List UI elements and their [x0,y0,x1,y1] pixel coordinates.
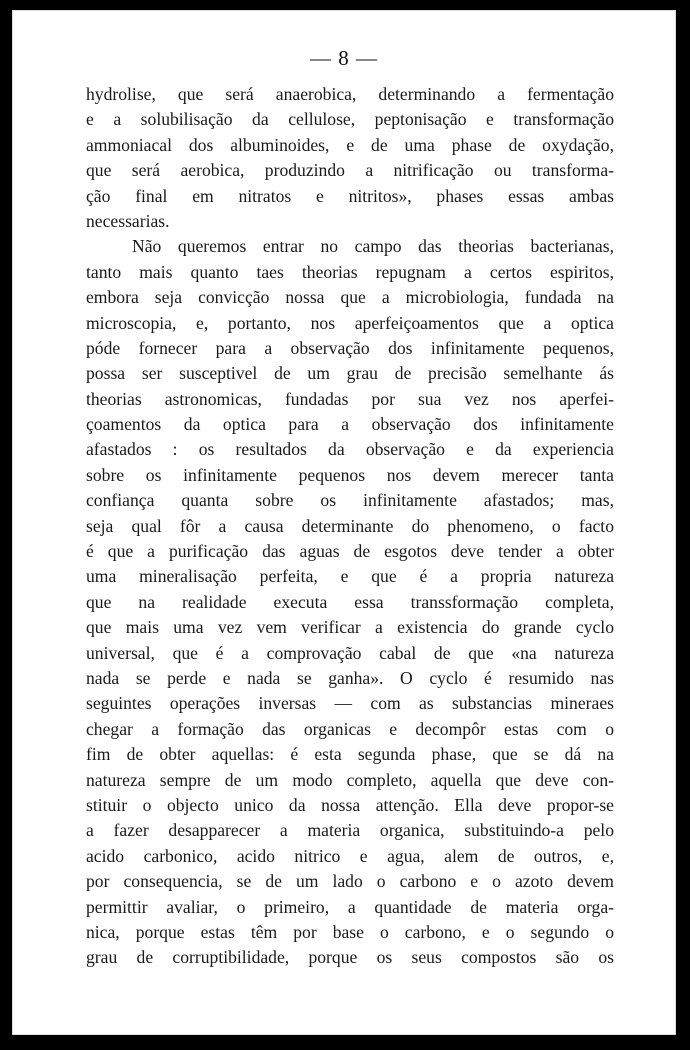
text-line-26: chegar a formação das organicas e decompôr estas com o [86,718,614,739]
text-line-15: afastados : os resultados da observação e da experiencia [86,439,614,460]
text-line-29: stituir o objecto unico da nossa attenção. Ella deve propor-se [86,794,614,815]
text-line-14: çoamentos da optica para a observação dos infinitamente [86,414,614,435]
text-line-7: Não queremos entrar no campo das theorias bacterianas, [132,236,614,257]
text-line-30: a fazer desapparecer a materia organica, substituindo-a pelo [86,820,614,841]
text-line-35: grau de corruptibilidade, porque os seus compostos são os [86,947,614,968]
text-line-16: sobre os infinitamente pequenos nos devem merecer tanta [86,464,614,485]
body-text [86,82,614,971]
text-line-25: seguintes operações inversas — com as substancias mineraes [86,693,614,714]
text-line-17: confiança quanta sobre os infinitamente afastados; mas, [86,490,614,511]
text-line-10: microscopia, e, portanto, nos aperfeiçoamentos que a optica [86,312,614,333]
text-line-12: possa ser susceptivel de um grau de precisão semelhante ás [86,363,614,384]
text-line-9: embora seja convicção nossa que a microbiologia, fundada na [86,287,614,308]
text-line-24: nada se perde e nada se ganha». O cyclo é resumido nas [86,667,614,688]
text-line-6: necessarias. [86,210,170,231]
text-line-13: theorias astronomicas, fundadas por sua vez nos aperfei- [86,388,614,409]
page-number: — 8 — [310,46,378,70]
text-line-23: universal, que é a comprovação cabal de que «na natureza [86,642,614,663]
text-line-22: que mais uma vez vem verificar a existencia do grande cyclo [86,617,614,638]
text-line-5: ção final em nitratos e nitritos», phases essas ambas [86,185,614,206]
text-line-18: seja qual fôr a causa determinante do phenomeno, o facto [86,515,614,536]
text-line-11: póde fornecer para a observação dos infinitamente pequenos, [86,337,614,358]
text-line-8: tanto mais quanto taes theorias repugnam a certos espiritos, [86,261,614,282]
text-line-27: fim de obter aquellas: é esta segunda phase, que se dá na [86,744,614,765]
text-line-1: hydrolise, que será anaerobica, determinando a fermentação [86,84,614,104]
text-line-2: e a solubilisação da cellulose, peptonisação e transformação [86,109,614,130]
text-line-31: acido carbonico, acido nitrico e agua, alem de outros, e, [86,845,614,866]
text-line-33: permittir avaliar, o primeiro, a quantidade de materia orga- [86,896,614,917]
text-line-20: uma mineralisação perfeita, e que é a propria natureza [86,566,614,587]
text-line-34: nica, porque estas têm por base o carbono, e o segundo o [86,921,614,942]
text-line-21: que na realidade executa essa transsformação completa, [86,591,614,612]
text-line-19: é que a purificação das aguas de esgotos deve tender a obter [86,541,614,562]
document-page [12,10,676,1035]
text-line-4: que será aerobica, produzindo a nitrificação ou transforma- [86,160,614,181]
text-line-3: ammoniacal dos albuminoides, e de uma phase de oxydação, [86,134,614,155]
text-line-32: por consequencia, se de um lado o carbono e o azoto devem [86,871,614,892]
text-line-28: natureza sempre de um modo completo, aquella que deve con- [86,769,614,790]
